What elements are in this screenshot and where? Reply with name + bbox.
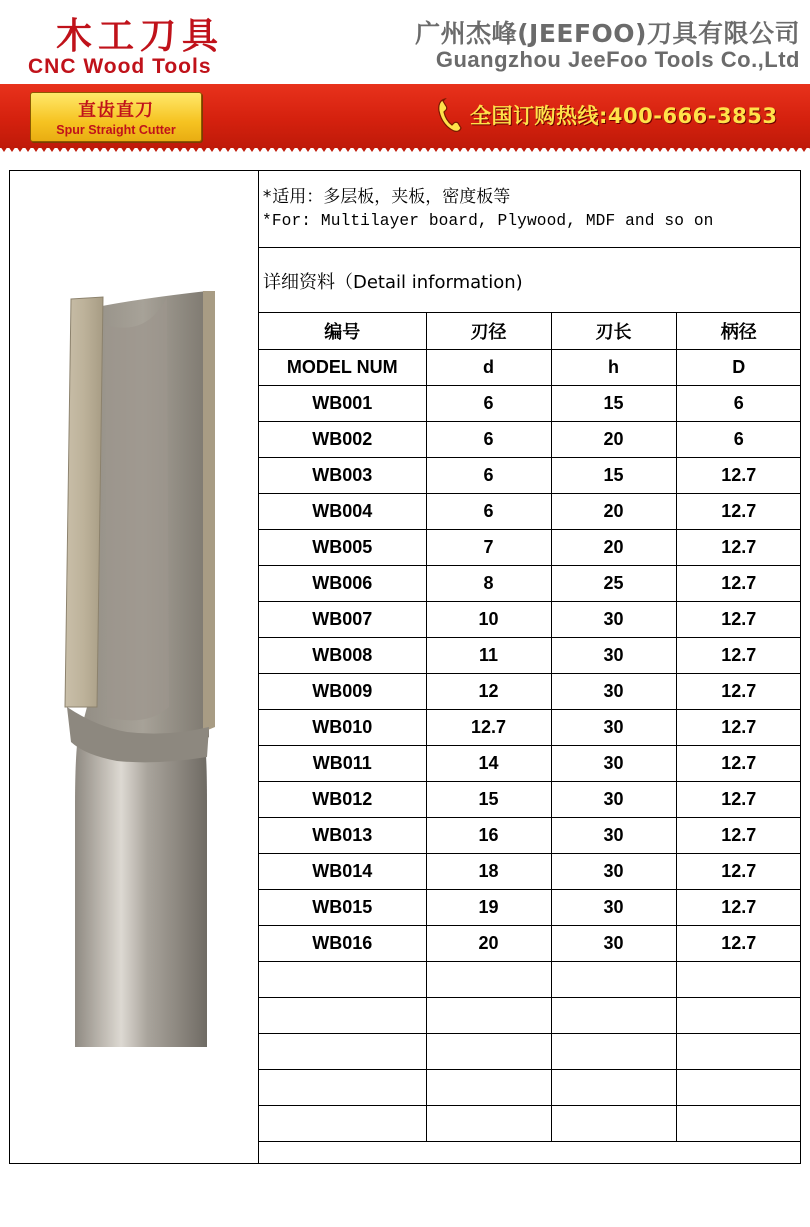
header-cell: D	[676, 349, 801, 385]
table-cell: 12.7	[676, 889, 801, 925]
order-hotline	[436, 97, 777, 133]
table-cell: 11	[426, 637, 551, 673]
header-cell: d	[426, 349, 551, 385]
table-cell: 12.7	[676, 853, 801, 889]
table-cell: 12.7	[676, 673, 801, 709]
table-cell: WB013	[259, 817, 426, 853]
application-section	[259, 170, 801, 248]
table-row	[259, 1033, 801, 1069]
table-header-row-cn	[259, 313, 801, 349]
table-cell: 30	[551, 601, 676, 637]
detail-label: 详细资料（Detail information)	[263, 272, 523, 293]
table-cell: 12.7	[676, 745, 801, 781]
table-cell: 6	[676, 421, 801, 457]
table-cell: 30	[551, 817, 676, 853]
table-row	[259, 421, 801, 457]
table-cell: 12.7	[676, 709, 801, 745]
table-cell: 30	[551, 781, 676, 817]
table-cell: 6	[426, 457, 551, 493]
table-cell: 20	[551, 421, 676, 457]
header-cell: 编号	[259, 313, 426, 349]
header-cell: 刃径	[426, 313, 551, 349]
table-cell	[426, 1105, 551, 1141]
table-cell: WB007	[259, 601, 426, 637]
table-cell	[259, 961, 426, 997]
table-cell: WB012	[259, 781, 426, 817]
table-cell	[426, 997, 551, 1033]
table-cell	[676, 1033, 801, 1069]
table-cell	[259, 1069, 426, 1105]
product-image-panel	[9, 170, 259, 1164]
product-badge	[30, 92, 202, 142]
product-name-cn: 直齿直刀	[78, 100, 154, 121]
table-header-row-en	[259, 349, 801, 385]
table-cell	[551, 1105, 676, 1141]
product-name-en: Spur Straight Cutter	[56, 123, 176, 137]
page-header	[0, 0, 810, 158]
table-row	[259, 493, 801, 529]
table-cell: WB011	[259, 745, 426, 781]
table-cell: 14	[426, 745, 551, 781]
table-cell	[426, 961, 551, 997]
table-row	[259, 925, 801, 961]
table-cell: WB009	[259, 673, 426, 709]
table-cell: 8	[426, 565, 551, 601]
header-cell: 柄径	[676, 313, 801, 349]
table-row	[259, 745, 801, 781]
table-cell: 30	[551, 709, 676, 745]
table-cell: 20	[551, 493, 676, 529]
table-cell: WB004	[259, 493, 426, 529]
brand-title-cn: 木工刀具	[56, 16, 225, 57]
table-row	[259, 889, 801, 925]
table-row	[259, 961, 801, 997]
table-cell	[551, 997, 676, 1033]
table-cell: 12.7	[676, 493, 801, 529]
table-cell: 6	[426, 421, 551, 457]
table-cell: WB014	[259, 853, 426, 889]
table-cell	[551, 961, 676, 997]
table-cell: WB016	[259, 925, 426, 961]
table-cell: 12.7	[676, 925, 801, 961]
table-cell	[676, 1069, 801, 1105]
table-cell: 30	[551, 925, 676, 961]
table-cell: 12.7	[426, 709, 551, 745]
table-cell	[426, 1069, 551, 1105]
table-cell	[551, 1033, 676, 1069]
table-cell	[259, 1033, 426, 1069]
table-cell: WB006	[259, 565, 426, 601]
table-cell: 15	[551, 385, 676, 421]
table-cell: 6	[426, 493, 551, 529]
table-cell: WB008	[259, 637, 426, 673]
table-row	[259, 817, 801, 853]
header-cell: MODEL NUM	[259, 349, 426, 385]
spec-table	[259, 313, 801, 1142]
table-cell: 16	[426, 817, 551, 853]
table-cell: 7	[426, 529, 551, 565]
table-row	[259, 673, 801, 709]
table-row	[259, 1105, 801, 1141]
table-row	[259, 781, 801, 817]
phone-icon	[436, 97, 466, 133]
table-cell: WB002	[259, 421, 426, 457]
table-row	[259, 601, 801, 637]
table-cell: 20	[551, 529, 676, 565]
table-cell: 12.7	[676, 529, 801, 565]
table-cell: WB001	[259, 385, 426, 421]
router-bit-image	[57, 287, 217, 1227]
table-cell: WB015	[259, 889, 426, 925]
application-en: *For: Multilayer board, Plywood, MDF and so on	[262, 212, 714, 230]
company-name-cn: 广州杰峰(JEEFOO)刀具有限公司	[415, 19, 800, 48]
header-cell: 刃长	[551, 313, 676, 349]
table-row	[259, 997, 801, 1033]
table-row	[259, 385, 801, 421]
table-cell: 15	[551, 457, 676, 493]
table-cell: WB005	[259, 529, 426, 565]
table-cell: WB003	[259, 457, 426, 493]
hotline-text: 全国订购热线:400-666-3853	[470, 104, 778, 128]
table-cell: 6	[426, 385, 551, 421]
application-cn: *适用：多层板，夹板，密度板等	[262, 187, 511, 207]
table-cell: 30	[551, 637, 676, 673]
table-cell	[259, 997, 426, 1033]
table-row	[259, 637, 801, 673]
table-cell	[676, 1105, 801, 1141]
table-cell: 6	[676, 385, 801, 421]
company-name-en: Guangzhou JeeFoo Tools Co.,Ltd	[435, 47, 800, 72]
header-zigzag-edge	[0, 146, 810, 156]
table-cell: 10	[426, 601, 551, 637]
table-cell: 19	[426, 889, 551, 925]
header-cell: h	[551, 349, 676, 385]
table-row	[259, 529, 801, 565]
table-cell: 30	[551, 889, 676, 925]
table-cell: WB010	[259, 709, 426, 745]
table-cell	[426, 1033, 551, 1069]
table-cell	[676, 961, 801, 997]
table-cell: 20	[426, 925, 551, 961]
table-cell: 15	[426, 781, 551, 817]
detail-section	[259, 248, 801, 313]
table-row	[259, 1069, 801, 1105]
table-cell: 12.7	[676, 457, 801, 493]
table-row	[259, 709, 801, 745]
table-cell: 12.7	[676, 781, 801, 817]
table-cell: 12.7	[676, 817, 801, 853]
table-row	[259, 565, 801, 601]
table-cell	[551, 1069, 676, 1105]
brand-title-en: CNC Wood Tools	[28, 55, 212, 78]
table-cell: 30	[551, 853, 676, 889]
table-row	[259, 853, 801, 889]
table-cell: 12.7	[676, 565, 801, 601]
table-cell	[259, 1105, 426, 1141]
table-cell	[676, 997, 801, 1033]
table-cell: 12.7	[676, 637, 801, 673]
table-cell: 30	[551, 745, 676, 781]
table-cell: 12	[426, 673, 551, 709]
table-cell: 30	[551, 673, 676, 709]
table-cell: 18	[426, 853, 551, 889]
table-cell: 25	[551, 565, 676, 601]
table-row	[259, 457, 801, 493]
table-cell: 12.7	[676, 601, 801, 637]
